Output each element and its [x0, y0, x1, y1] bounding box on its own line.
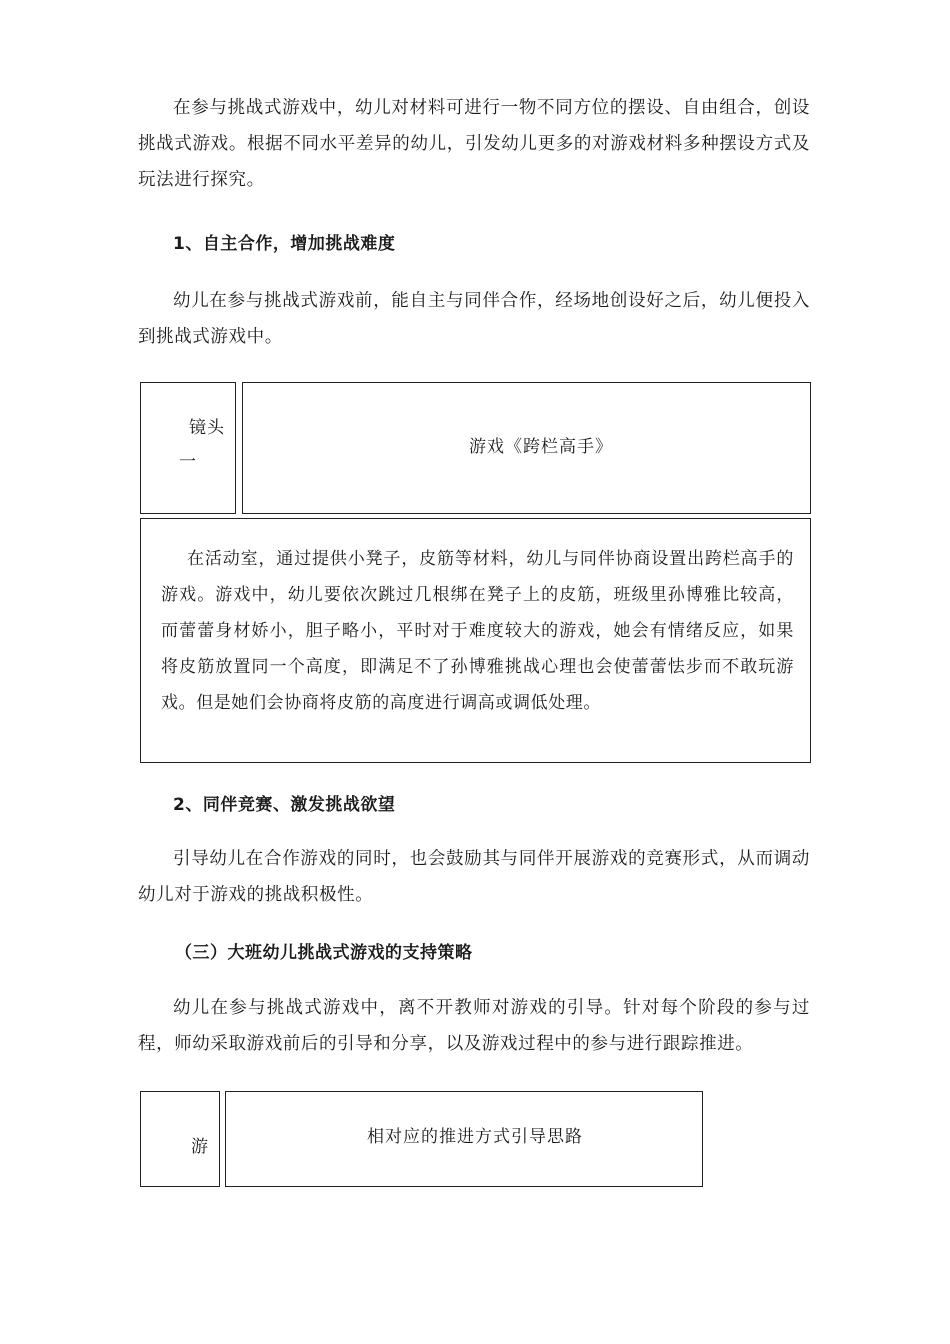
section-heading-1: 1、自主合作，增加挑战难度 [173, 234, 396, 254]
paragraph-intro: 在参与挑战式游戏中，幼儿对材料可进行一物不同方位的摆设、自由组合，创设挑战式游戏。根据不同水平差异的幼儿，引发幼儿更多的对游戏材料多种摆设方式及玩法进行探究。 [138, 98, 810, 190]
section-heading-3: （三）大班幼儿挑战式游戏的支持策略 [175, 943, 473, 963]
table2-label: 游 [191, 1137, 209, 1157]
table1-title-cell [242, 382, 811, 514]
paragraph-strategy: 幼儿在参与挑战式游戏中，离不开教师对游戏的引导。针对每个阶段的参与过程，师幼采取游戏前后的引导和分享，以及游戏过程中的参与进行跟踪推进。 [138, 998, 810, 1054]
table1-label-line1: 镜头 [189, 418, 225, 438]
table1-title: 游戏《跨栏高手》 [469, 437, 613, 457]
table2-label-cell [140, 1091, 220, 1187]
table2-title: 相对应的推进方式引导思路 [367, 1127, 583, 1147]
paragraph-cooperation: 幼儿在参与挑战式游戏前，能自主与同伴合作，经场地创设好之后，幼儿便投入到挑战式游戏中。 [138, 291, 810, 347]
table2-title-cell [225, 1091, 703, 1187]
table1-label-line2: 一 [179, 452, 197, 472]
table1-label-cell [140, 382, 236, 514]
table1-body-text: 在活动室，通过提供小凳子，皮筋等材料，幼儿与同伴协商设置出跨栏高手的游戏。游戏中，幼儿要依次跳过几根绑在凳子上的皮筋，班级里孙博雅比较高，而蕾蕾身材娇小，胆子略小，平时对于难度较大的游戏，她会有情绪反应，如果将皮筋放置同一个高度，即满足不了孙博雅挑战心理也会使蕾蕾怯步而不敢玩游戏。但是她们会协商将皮筋的高度进行调高或调低处理。 [161, 549, 794, 713]
section-heading-2: 2、同伴竞赛、激发挑战欲望 [173, 795, 396, 815]
table1-body-cell [140, 518, 811, 763]
paragraph-competition: 引导幼儿在合作游戏的同时，也会鼓励其与同伴开展游戏的竞赛形式，从而调动幼儿对于游戏的挑战积极性。 [138, 849, 810, 905]
